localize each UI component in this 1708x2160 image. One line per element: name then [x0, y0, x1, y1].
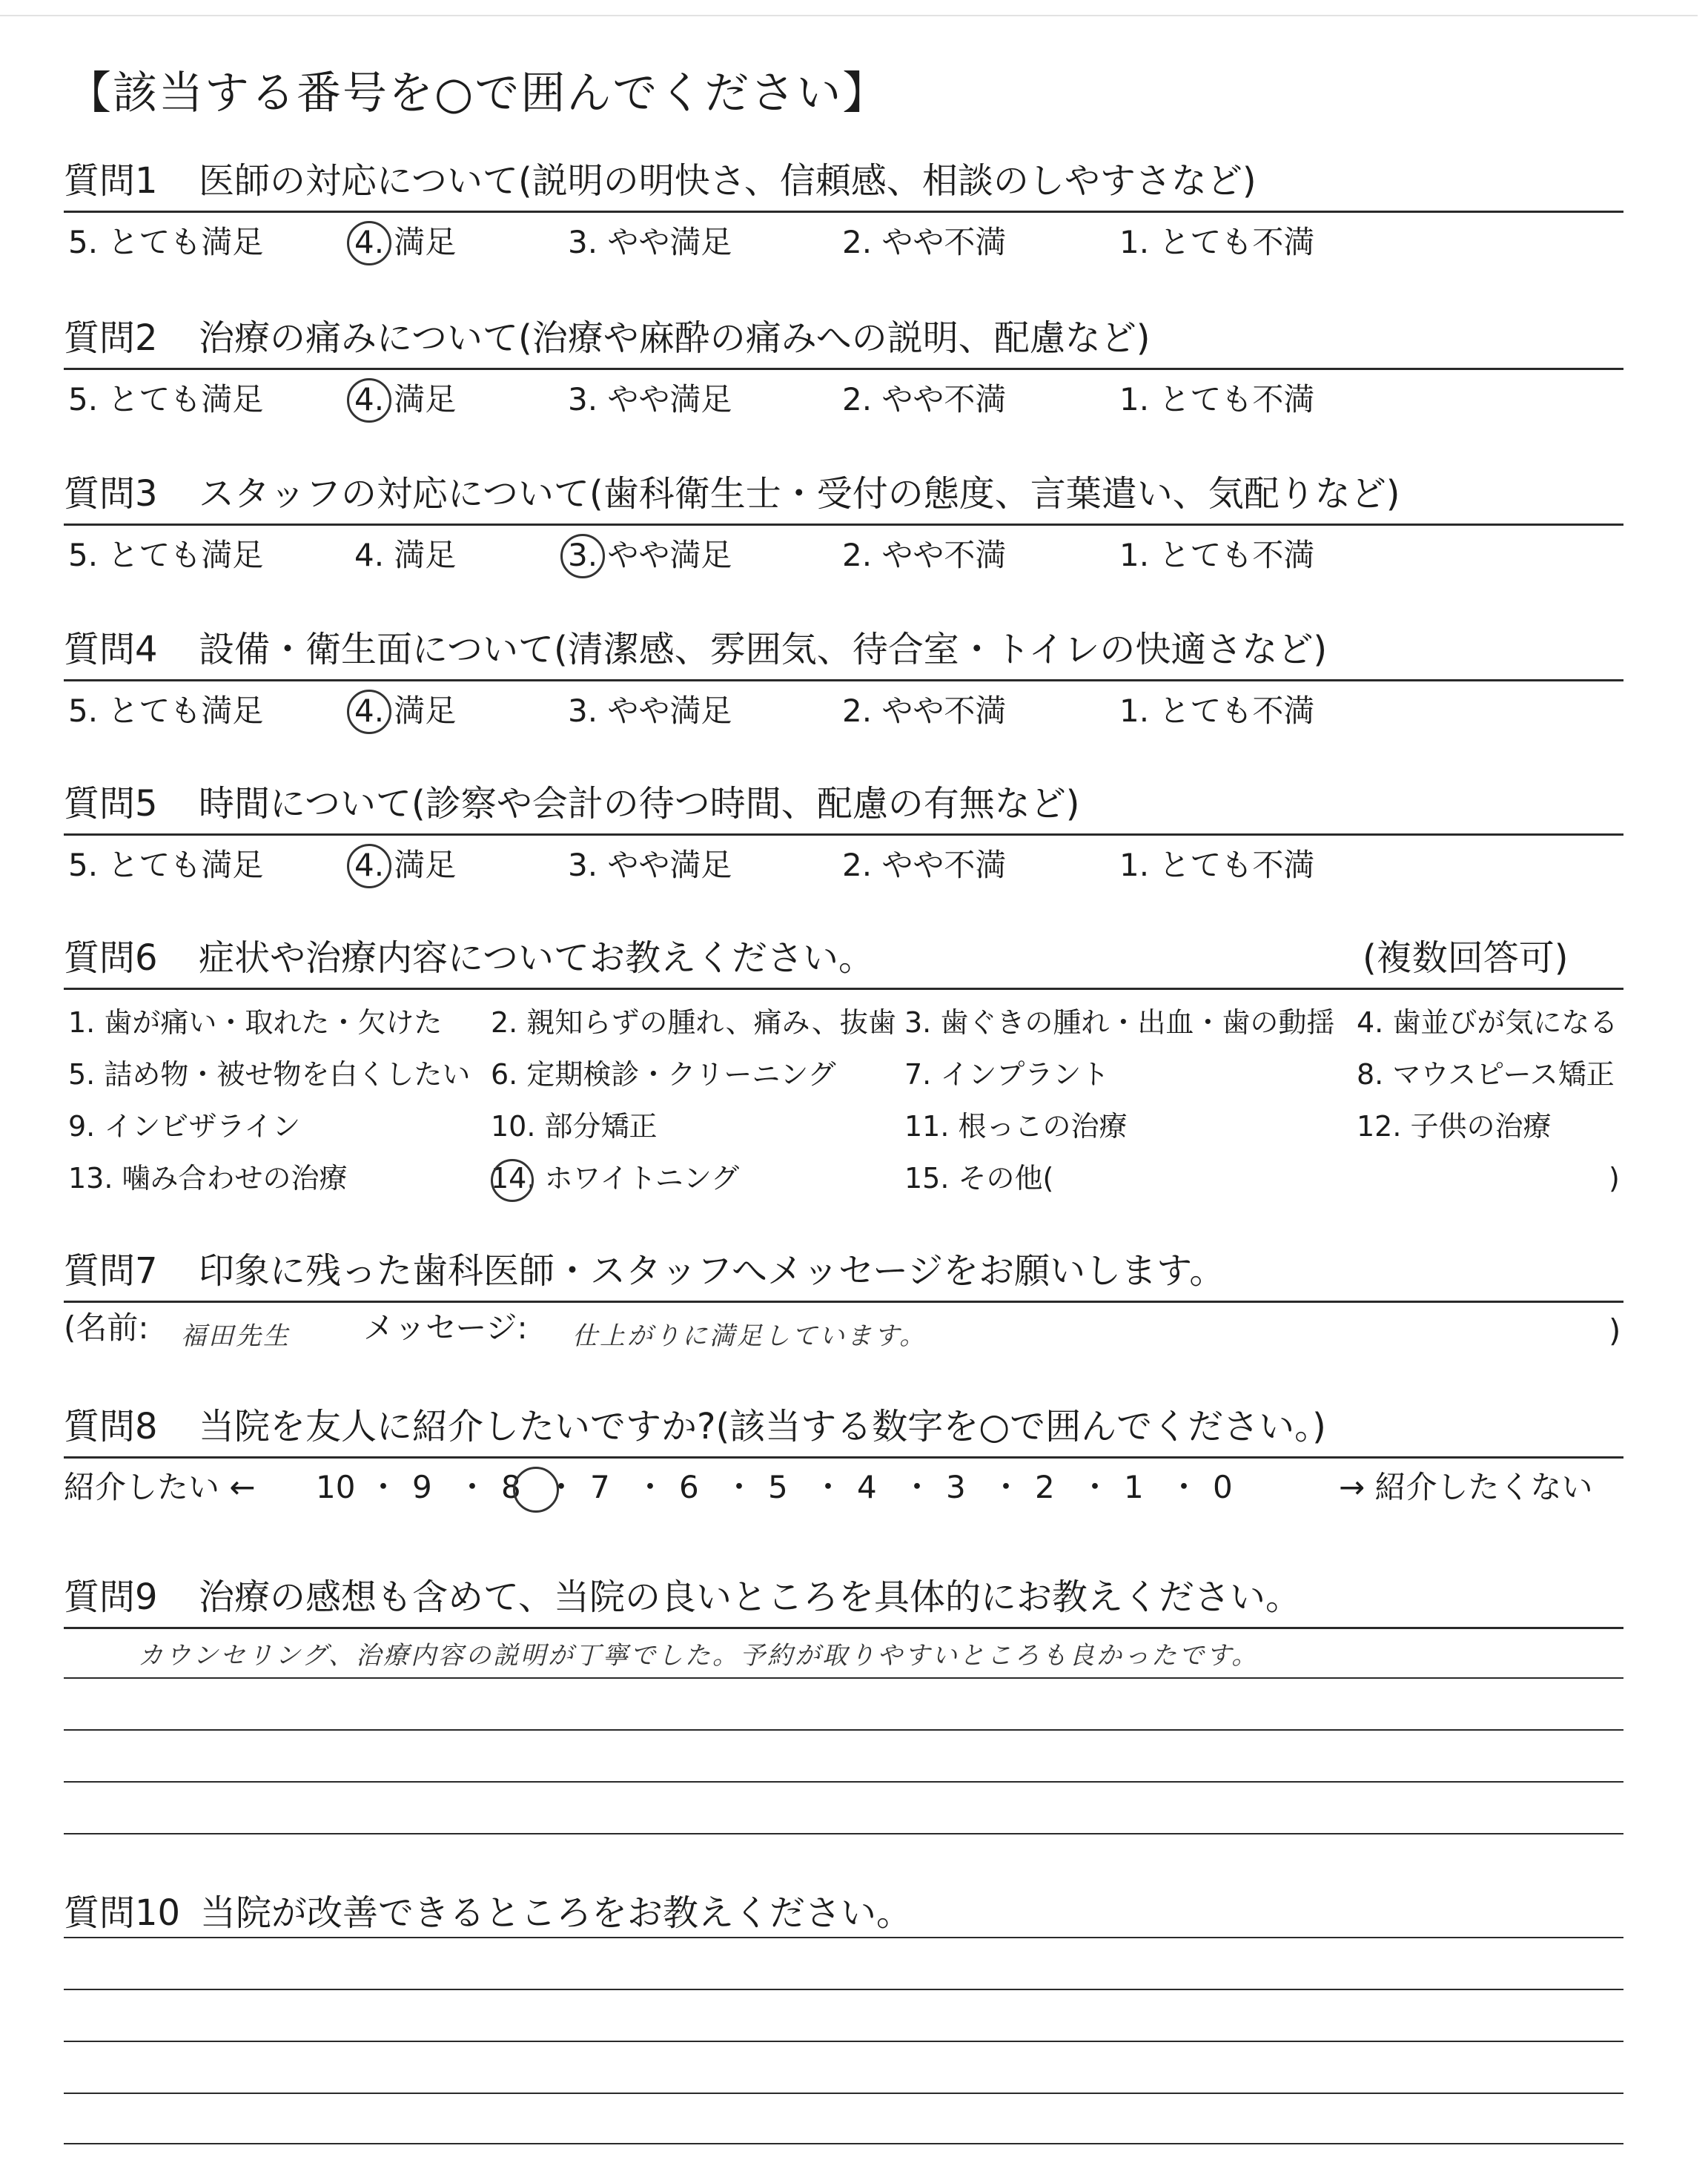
q7-name-label: (名前:	[64, 1309, 149, 1346]
q2-text: 治療の痛みについて(治療や麻酔の痛みへの説明、配慮など)	[199, 317, 1151, 359]
q10-writing-line	[64, 2143, 1623, 2144]
q7-message-value: 仕上がりに満足しています。	[572, 1321, 927, 1351]
q5-option: 1. とても不満	[1119, 847, 1315, 883]
q6-close-paren: )	[1609, 1162, 1620, 1195]
q8-scale-value: 8	[501, 1469, 521, 1505]
q4-selection-circle	[347, 690, 391, 734]
q8-right-label: → 紹介したくない	[1339, 1469, 1593, 1505]
q2-option: 1. とても不満	[1119, 381, 1315, 417]
q3-selection-circle	[560, 534, 605, 578]
q1-option: 3. やや満足	[568, 224, 732, 260]
q8-scale-value: 0	[1213, 1469, 1233, 1505]
q6-option: 14. ホワイトニング	[491, 1162, 740, 1195]
q6-option: 5. 詰め物・被せ物を白くしたい	[68, 1058, 471, 1091]
q4-option: 3. やや満足	[568, 693, 732, 729]
q5-text: 時間について(診察や会計の待つ時間、配慮の有無など)	[199, 783, 1080, 825]
q6-option: 4. 歯並びが気になる	[1357, 1006, 1618, 1039]
q7-rule	[64, 1301, 1623, 1303]
q8-selection-circle	[513, 1467, 559, 1513]
top-border	[0, 15, 1698, 16]
q6-text: 症状や治療内容についてお教えください。	[199, 937, 875, 979]
q5-option: 3. やや満足	[568, 847, 732, 883]
q8-scale-value: 1	[1124, 1469, 1144, 1505]
q6-option: 10. 部分矯正	[491, 1110, 658, 1143]
q1-option: 4. 満足	[354, 224, 457, 260]
q2-rule	[64, 368, 1623, 370]
q4-option: 5. とても満足	[68, 693, 264, 729]
q8-left-label: 紹介したい ←	[64, 1469, 256, 1505]
q9-writing-line	[64, 1729, 1623, 1731]
q1-selection-circle	[347, 221, 391, 265]
q9-writing-line	[64, 1833, 1623, 1834]
q6-option: 9. インビザライン	[68, 1110, 301, 1143]
q6-option: 3. 歯ぐきの腫れ・出血・歯の動揺	[904, 1006, 1335, 1039]
q8-scale-value: 6	[679, 1469, 699, 1505]
q9-label: 質問9	[64, 1576, 158, 1618]
q9-writing-line	[64, 1781, 1623, 1783]
q6-option: 13. 噛み合わせの治療	[68, 1162, 348, 1195]
q5-option: 2. やや不満	[842, 847, 1007, 883]
q8-scale-dot: ・	[812, 1469, 844, 1505]
q9-rule	[64, 1627, 1623, 1629]
q1-option: 1. とても不満	[1119, 224, 1315, 260]
q6-option: 6. 定期検診・クリーニング	[491, 1058, 836, 1091]
q4-label: 質問4	[64, 629, 158, 670]
q10-text: 当院が改善できるところをお教えください。	[200, 1892, 913, 1934]
q1-option: 5. とても満足	[68, 224, 264, 260]
q3-label: 質問3	[64, 473, 158, 515]
q8-scale-value: 5	[768, 1469, 788, 1505]
q2-option: 3. やや満足	[568, 381, 732, 417]
q1-option: 2. やや不満	[842, 224, 1007, 260]
q2-option: 5. とても満足	[68, 381, 264, 417]
q8-scale-dot: ・	[901, 1469, 933, 1505]
q10-writing-line	[64, 1937, 1623, 1938]
q3-option: 3. やや満足	[568, 537, 732, 573]
q1-rule	[64, 211, 1623, 213]
q8-scale-dot: ・	[724, 1469, 755, 1505]
q5-option: 5. とても満足	[68, 847, 264, 883]
q2-selection-circle	[347, 378, 391, 423]
q8-scale-value: 2	[1035, 1469, 1055, 1505]
q6-option: 11. 根っこの治療	[904, 1110, 1128, 1143]
q2-option: 4. 満足	[354, 381, 457, 417]
q9-text: 治療の感想も含めて、当院の良いところを具体的にお教えください。	[199, 1576, 1302, 1618]
q8-label: 質問8	[64, 1406, 158, 1447]
q6-option: 2. 親知らずの腫れ、痛み、抜歯	[491, 1006, 896, 1039]
q8-scale-dot: ・	[546, 1469, 577, 1505]
q4-option: 4. 満足	[354, 693, 457, 729]
q6-note: (複数回答可)	[1363, 937, 1569, 979]
q8-scale-dot: ・	[635, 1469, 666, 1505]
q8-rule	[64, 1456, 1623, 1459]
q1-label: 質問1	[64, 160, 158, 202]
q9-writing-line	[64, 1677, 1623, 1679]
q6-rule	[64, 988, 1623, 990]
q8-scale-dot: ・	[368, 1469, 400, 1505]
q3-option: 5. とても満足	[68, 537, 264, 573]
q6-option: 12. 子供の治療	[1357, 1110, 1552, 1143]
q3-option: 2. やや不満	[842, 537, 1007, 573]
q8-scale-value: 10	[316, 1469, 356, 1505]
q2-option: 2. やや不満	[842, 381, 1007, 417]
q8-scale-value: 4	[857, 1469, 877, 1505]
q6-label: 質問6	[64, 937, 158, 979]
q5-option: 4. 満足	[354, 847, 457, 883]
q5-selection-circle	[347, 844, 391, 888]
q9-answer: カウンセリング、治療内容の説明が丁寧でした。予約が取りやすいところも良かったです。	[138, 1641, 1260, 1671]
q5-rule	[64, 833, 1623, 836]
q1-text: 医師の対応について(説明の明快さ、信頼感、相談のしやすさなど)	[199, 160, 1257, 202]
q6-option: 8. マウスピース矯正	[1357, 1058, 1615, 1091]
q6-option: 1. 歯が痛い・取れた・欠けた	[68, 1006, 443, 1039]
q7-text: 印象に残った歯科医師・スタッフへメッセージをお願いします。	[199, 1250, 1225, 1292]
q2-label: 質問2	[64, 317, 158, 359]
q4-text: 設備・衛生面について(清潔感、雰囲気、待合室・トイレの快適さなど)	[199, 629, 1328, 670]
q7-name-value: 福田先生	[181, 1321, 291, 1351]
q4-option: 2. やや不満	[842, 693, 1007, 729]
q10-writing-line	[64, 1989, 1623, 1990]
q3-option: 4. 満足	[354, 537, 457, 573]
q3-rule	[64, 524, 1623, 526]
q10-writing-line	[64, 2093, 1623, 2094]
q10-writing-line	[64, 2041, 1623, 2042]
q6-option: 7. インプラント	[904, 1058, 1110, 1091]
q7-close-paren: )	[1609, 1312, 1621, 1349]
q3-option: 1. とても不満	[1119, 537, 1315, 573]
q7-label: 質問7	[64, 1250, 158, 1292]
q4-option: 1. とても不満	[1119, 693, 1315, 729]
instruction-heading: 【該当する番号を○で囲んでください】	[67, 67, 889, 119]
q8-scale-value: 3	[946, 1469, 966, 1505]
q8-scale-dot: ・	[1168, 1469, 1200, 1505]
q8-scale-dot: ・	[1079, 1469, 1111, 1505]
q6-option: 15. その他(	[904, 1162, 1054, 1195]
q10-label: 質問10	[64, 1892, 181, 1934]
q5-label: 質問5	[64, 783, 158, 825]
q8-scale-dot: ・	[457, 1469, 489, 1505]
q8-scale-value: 9	[412, 1469, 432, 1505]
q8-text: 当院を友人に紹介したいですか?(該当する数字を○で囲んでください。)	[199, 1406, 1326, 1447]
q6-selection-circle	[491, 1159, 534, 1202]
q8-scale-value: 7	[590, 1469, 610, 1505]
q7-message-label: メッセージ:	[363, 1309, 528, 1346]
q8-scale-dot: ・	[990, 1469, 1022, 1505]
q4-rule	[64, 679, 1623, 681]
q3-text: スタッフの対応について(歯科衛生士・受付の態度、言葉遣い、気配りなど)	[199, 473, 1400, 515]
